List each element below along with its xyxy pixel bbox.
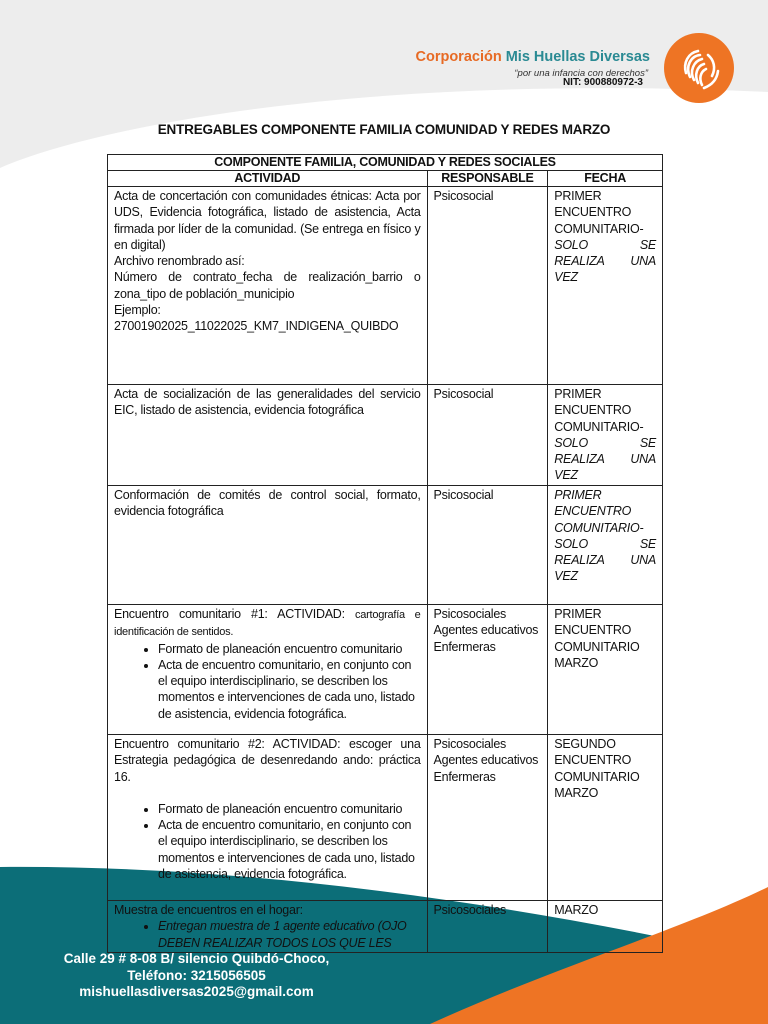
actividad-text: Muestra de encuentros en el hogar:	[114, 903, 303, 917]
column-header-actividad: ACTIVIDAD	[108, 171, 428, 187]
footer-email: mishuellasdiversas2025@gmail.com	[79, 984, 314, 999]
responsable-cell: Psicosocial	[427, 486, 548, 605]
column-header-fecha: FECHA	[548, 171, 663, 187]
actividad-text: Acta de concertación con comunidades étnicas: Acta por UDS, Evidencia fotográfica, listado de asistencia, Acta firmada por líder de la comunidad. (Se entrega en físico y en digital)	[114, 189, 421, 252]
fecha-cell: MARZO	[548, 901, 663, 953]
footer-contact	[0, 951, 393, 1001]
fecha-text: PRIMER ENCUENTRO COMUNITARIO-	[554, 387, 644, 434]
responsable-cell: Psicosocial	[427, 187, 548, 385]
responsable-cell: Psicosociales	[427, 901, 548, 953]
table-row	[108, 486, 663, 605]
table-caption: COMPONENTE FAMILIA, COMUNIDAD Y REDES SOCIALES	[108, 155, 663, 171]
fecha-cell	[548, 187, 663, 385]
table-row	[108, 385, 663, 486]
fecha-cell: SEGUNDO ENCUENTRO COMUNITARIO MARZO	[548, 735, 663, 901]
actividad-cell	[108, 605, 428, 735]
footer-phone: Teléfono: 3215056505	[127, 967, 266, 983]
actividad-text: Ejemplo:	[114, 303, 161, 318]
list-item: • Acta de encuentro comunitario, en conjunto con el equipo interdisciplinario, se describen los momentos e intervenciones de cada uno, listado de asistencia, evidencia fotográfica.	[158, 657, 421, 722]
actividad-text: Encuentro comunitario #2: ACTIVIDAD: escoger una Estrategia pedagógica de desenredando ando: práctica 16.	[114, 737, 421, 784]
list-item: • Acta de encuentro comunitario, en conjunto con el equipo interdisciplinario, se describen los momentos e intervenciones de cada uno, listado de asistencia, evidencia fotográfica.	[158, 817, 421, 882]
table-row	[108, 901, 663, 953]
header-background	[0, 0, 768, 170]
responsable-text: Enfermeras	[433, 639, 496, 654]
footer-address: Calle 29 # 8-08 B/ silencio Quibdó-Choco,	[63, 951, 330, 966]
actividad-cell: Acta de socialización de las generalidades del servicio EIC, listado de asistencia, evidencia fotográfica	[108, 385, 428, 486]
actividad-text: Encuentro comunitario #1: ACTIVIDAD:	[114, 607, 345, 621]
list-item: • Formato de planeación encuentro comunitario	[158, 801, 421, 817]
brand-name	[415, 49, 650, 65]
fecha-cell: PRIMER ENCUENTRO COMUNITARIO MARZO	[548, 605, 663, 735]
brand-tagline: “por una infancia con derechos”	[514, 68, 648, 79]
responsable-cell	[427, 605, 548, 735]
actividad-text: Archivo renombrado así:	[114, 254, 245, 269]
fecha-cell: PRIMER ENCUENTRO COMUNITARIO- SOLO SE REALIZA UNA VEZ	[548, 486, 663, 605]
actividad-cell	[108, 901, 428, 953]
list-item: • Entregan muestra de 1 agente educativo (OJO DEBEN REALIZAR TODOS LOS QUE LES	[158, 918, 421, 951]
actividad-small-text: cartografía e identificación de sentidos.	[114, 609, 421, 639]
nit-number: NIT: 900880972-3	[562, 77, 643, 88]
bullet-list	[136, 801, 421, 882]
table-row	[108, 605, 663, 735]
brand-name-part2: Mis Huellas Diversas	[505, 49, 650, 65]
footprint-hand-logo-icon	[664, 33, 734, 103]
actividad-text: 27001902025_11022025_KM7_INDIGENA_QUIBDO	[114, 319, 399, 334]
actividad-cell	[108, 187, 428, 385]
responsable-text: Psicosociales	[433, 737, 507, 751]
actividad-cell: Conformación de comités de control social, formato, evidencia fotográfica	[108, 486, 428, 605]
brand-name-part1: Corporación	[415, 49, 502, 65]
table-row	[108, 187, 663, 385]
responsable-text: Psicosociales	[433, 607, 507, 621]
responsable-text: Enfermeras	[433, 769, 496, 784]
list-item: • Formato de planeación encuentro comunitario	[158, 641, 421, 657]
actividad-text: Número de contrato_fecha de realización_barrio o zona_tipo de población_municipio	[114, 270, 421, 301]
fecha-italic-text: SOLO SE REALIZA UNA VEZ	[554, 435, 656, 483]
bullet-list	[136, 918, 421, 951]
document-title: ENTREGABLES COMPONENTE FAMILIA COMUNIDAD Y REDES MARZO	[157, 122, 611, 137]
fecha-text: PRIMER ENCUENTRO COMUNITARIO-	[554, 189, 644, 236]
responsable-cell: Psicosocial	[427, 385, 548, 486]
responsable-cell	[427, 735, 548, 901]
bullet-list	[136, 641, 421, 722]
deliverables-table	[107, 154, 663, 953]
responsable-text: Agentes educativos	[433, 623, 539, 638]
fecha-cell	[548, 385, 663, 486]
table-row	[108, 735, 663, 901]
actividad-cell	[108, 735, 428, 901]
responsable-text: Agentes educativos	[433, 753, 539, 768]
fecha-italic-text: SOLO SE REALIZA UNA VEZ	[554, 237, 656, 285]
column-header-responsable: RESPONSABLE	[427, 171, 548, 187]
